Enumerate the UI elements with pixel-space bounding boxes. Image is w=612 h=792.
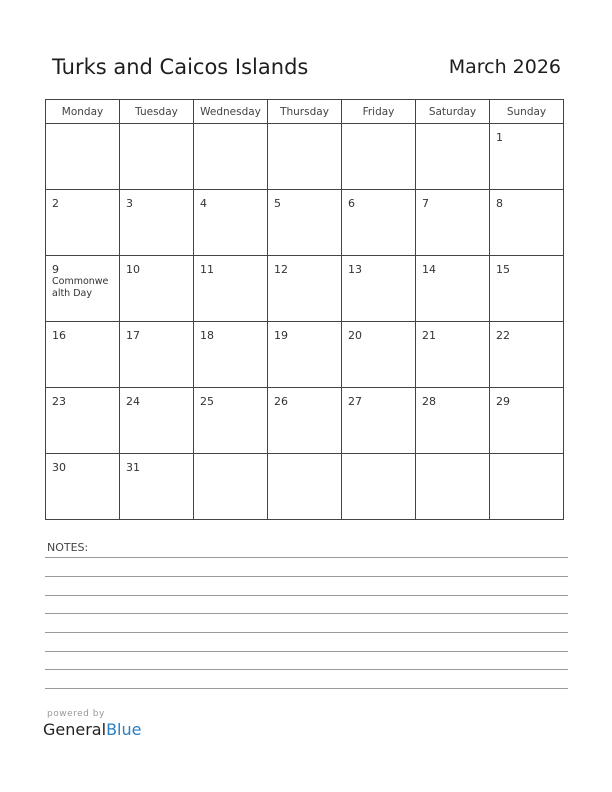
brand-blue: Blue [106, 720, 142, 739]
brand-logo [43, 720, 141, 739]
notes-label: NOTES: [47, 541, 89, 554]
day-number: 4 [200, 197, 207, 210]
calendar-week-row [46, 124, 564, 190]
calendar-day-cell [268, 124, 342, 190]
weekday-sunday: Sunday [490, 100, 564, 124]
day-number: 27 [348, 395, 362, 408]
weekday-monday: Monday [46, 100, 120, 124]
day-number: 21 [422, 329, 436, 342]
calendar-day-cell [268, 256, 342, 322]
calendar-week-row [46, 454, 564, 520]
day-number: 1 [496, 131, 503, 144]
calendar-day-cell [416, 388, 490, 454]
calendar-day-cell [46, 322, 120, 388]
calendar-country-title: Turks and Caicos Islands [52, 55, 309, 79]
calendar-day-cell [490, 322, 564, 388]
weekday-tuesday: Tuesday [120, 100, 194, 124]
calendar-day-cell [46, 388, 120, 454]
calendar-day-cell [194, 388, 268, 454]
calendar-day-cell [194, 322, 268, 388]
calendar-week-row [46, 322, 564, 388]
weekday-thursday: Thursday [268, 100, 342, 124]
calendar-day-cell [490, 190, 564, 256]
day-number: 5 [274, 197, 281, 210]
weekday-wednesday: Wednesday [194, 100, 268, 124]
calendar-day-cell [342, 322, 416, 388]
calendar-day-cell [46, 454, 120, 520]
calendar-day-cell [342, 454, 416, 520]
calendar-day-cell [490, 388, 564, 454]
day-number: 31 [126, 461, 140, 474]
day-number: 13 [348, 263, 362, 276]
holiday-label: Commonwealth Day [52, 276, 109, 299]
day-number: 2 [52, 197, 59, 210]
day-number: 25 [200, 395, 214, 408]
notes-line [45, 595, 568, 596]
day-number: 22 [496, 329, 510, 342]
calendar-day-cell [268, 322, 342, 388]
day-number: 7 [422, 197, 429, 210]
calendar-day-cell [46, 124, 120, 190]
weekday-friday: Friday [342, 100, 416, 124]
weekday-saturday: Saturday [416, 100, 490, 124]
brand-general: General [43, 720, 107, 739]
calendar-day-cell [416, 454, 490, 520]
day-number: 26 [274, 395, 288, 408]
calendar-day-cell [120, 322, 194, 388]
day-number: 23 [52, 395, 66, 408]
calendar-day-cell [120, 190, 194, 256]
day-number: 29 [496, 395, 510, 408]
day-number: 24 [126, 395, 140, 408]
calendar-day-cell [416, 256, 490, 322]
notes-line [45, 651, 568, 652]
calendar-day-cell [416, 322, 490, 388]
day-number: 19 [274, 329, 288, 342]
calendar-day-cell [490, 454, 564, 520]
day-number: 14 [422, 263, 436, 276]
calendar-day-cell [194, 124, 268, 190]
day-number: 8 [496, 197, 503, 210]
day-number: 15 [496, 263, 510, 276]
day-number: 3 [126, 197, 133, 210]
notes-line [45, 669, 568, 670]
calendar-day-cell [342, 124, 416, 190]
calendar-day-cell [46, 190, 120, 256]
day-number: 10 [126, 263, 140, 276]
day-number: 30 [52, 461, 66, 474]
calendar-day-cell [416, 190, 490, 256]
calendar-day-cell [268, 190, 342, 256]
notes-line [45, 688, 568, 689]
calendar-body [46, 124, 564, 520]
calendar-day-cell [194, 256, 268, 322]
calendar-month-title: March 2026 [448, 56, 561, 78]
calendar-week-row [46, 190, 564, 256]
calendar-day-cell [490, 256, 564, 322]
calendar-day-cell [120, 256, 194, 322]
notes-line [45, 613, 568, 614]
calendar-week-row [46, 388, 564, 454]
calendar-grid [45, 99, 564, 520]
calendar-day-cell [120, 454, 194, 520]
calendar-day-cell [120, 124, 194, 190]
day-number: 17 [126, 329, 140, 342]
day-number: 28 [422, 395, 436, 408]
powered-by-text: powered by [47, 709, 105, 719]
calendar-day-cell [342, 256, 416, 322]
calendar-day-cell [342, 388, 416, 454]
day-number: 11 [200, 263, 214, 276]
notes-line [45, 557, 568, 558]
day-number: 20 [348, 329, 362, 342]
calendar-week-row [46, 256, 564, 322]
day-number: 12 [274, 263, 288, 276]
calendar-day-cell [194, 190, 268, 256]
calendar-day-cell [194, 454, 268, 520]
day-number: 16 [52, 329, 66, 342]
calendar-day-cell [416, 124, 490, 190]
notes-line [45, 632, 568, 633]
calendar-day-cell [268, 454, 342, 520]
calendar-day-cell [46, 256, 120, 322]
calendar-day-cell [490, 124, 564, 190]
day-number: 6 [348, 197, 355, 210]
calendar-day-cell [120, 388, 194, 454]
calendar-day-cell [268, 388, 342, 454]
weekday-header-row [46, 100, 564, 124]
calendar-day-cell [342, 190, 416, 256]
notes-line [45, 576, 568, 577]
day-number: 9 [52, 263, 59, 276]
day-number: 18 [200, 329, 214, 342]
